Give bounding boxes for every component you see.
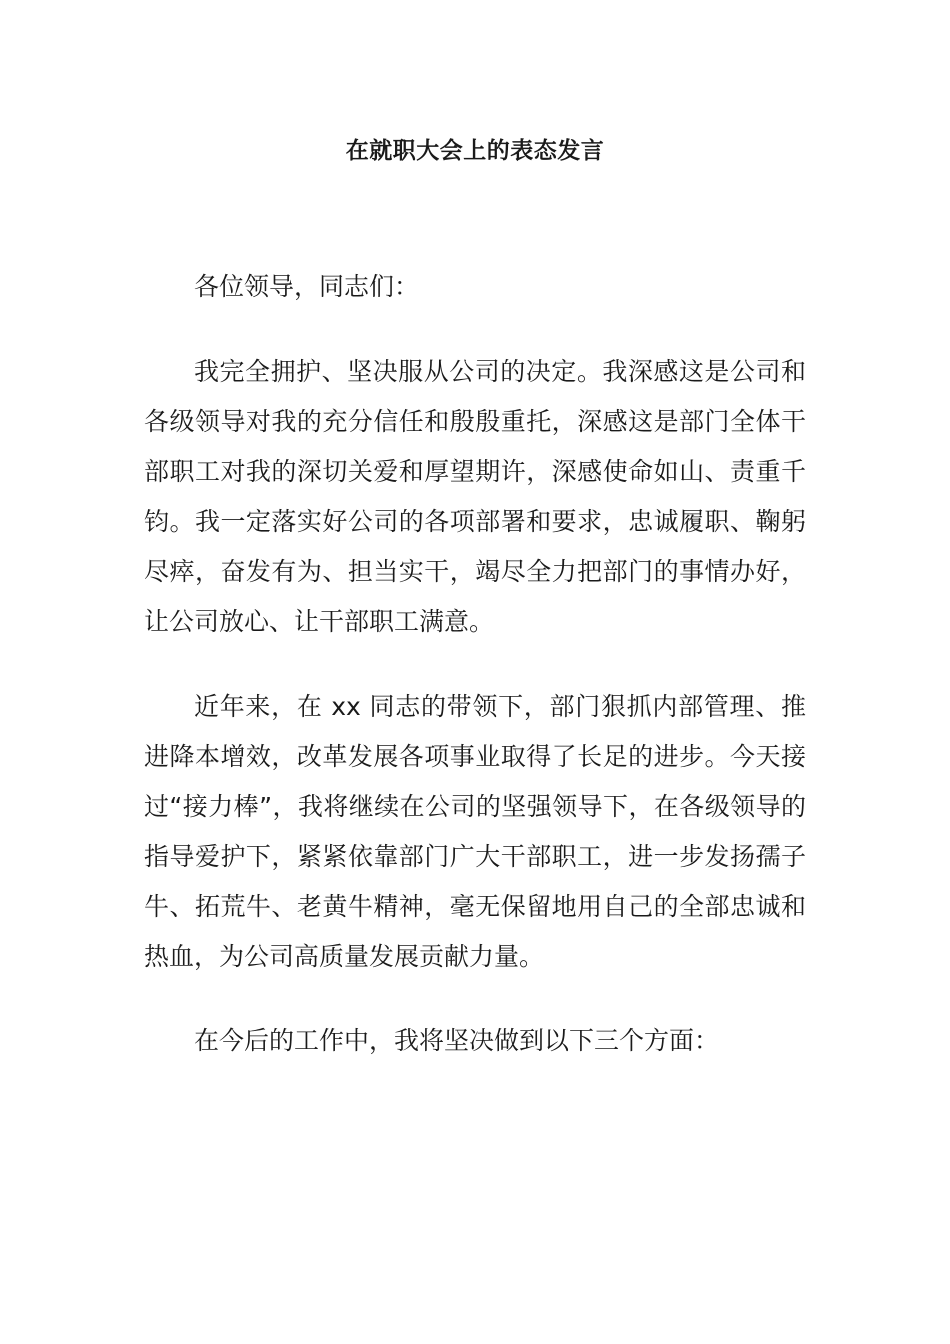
body-paragraph: 近年来，在 xx 同志的带领下，部门狠抓内部管理、推进降本增效，改革发展各项事业取得了长足的进步。今天接过“接力棒”，我将继续在公司的坚强领导下，在各级领导的指导爱护下，紧紧依靠部门广大干部职工，进一步发扬孺子牛、拓荒牛、老黄牛精神，毫无保留地用自己的全部忠诚和热血，为公司高质量发展贡献力量。	[144, 692, 806, 971]
document-title: 在就职大会上的表态发言	[345, 138, 605, 164]
greeting-line: 各位领导，同志们：	[194, 272, 420, 301]
body-paragraph: 在今后的工作中，我将坚决做到以下三个方面：	[194, 1026, 720, 1055]
body-paragraph: 我完全拥护、坚决服从公司的决定。我深感这是公司和各级领导对我的充分信任和殷殷重托，深感这是部门全体干部职工对我的深切关爱和厚望期许，深感使命如山、责重千钧。我一定落实好公司的各项部署和要求，忠诚履职、鞠躬尽瘁，奋发有为、担当实干，竭尽全力把部门的事情办好，让公司放心、让干部职工满意。	[144, 357, 806, 636]
